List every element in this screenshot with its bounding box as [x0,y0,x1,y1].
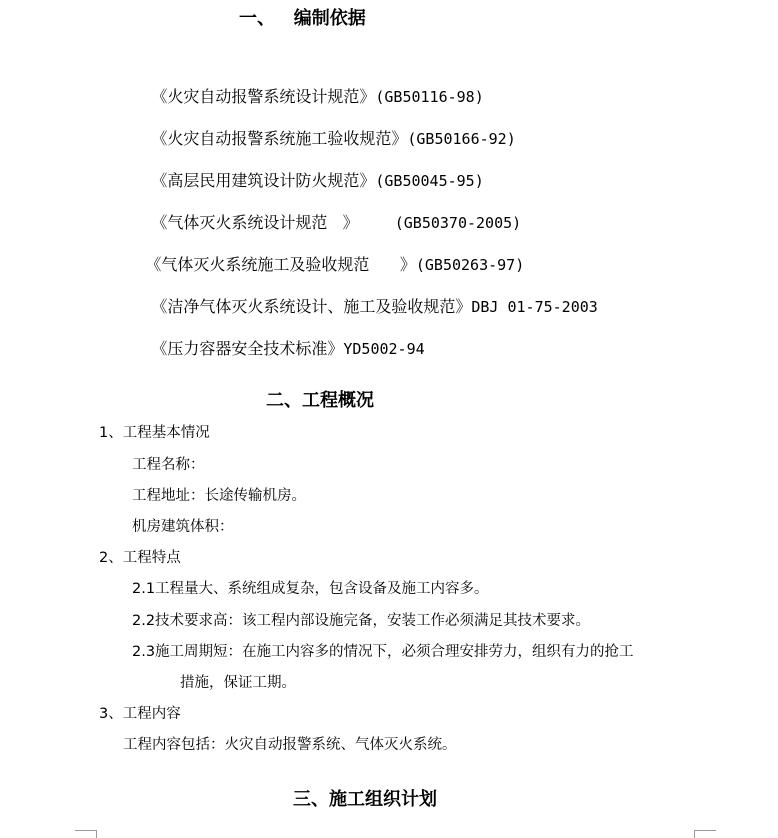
feature-point-3-line-1: 2.3施工周期短：在施工内容多的情况下，必须合理安排劳力，组织有力的抢工 [132,644,634,660]
reference-name: 《气体灭火系统施工及验收规范 》 [145,255,416,274]
reference-name: 《压力容器安全技术标准》 [151,339,344,358]
item-2-label: 2、工程特点 [99,550,181,566]
feature-point-3-line-2: 措施，保证工期。 [180,675,296,691]
reference-code: YD5002-94 [343,340,425,358]
building-volume-line: 机房建筑体积： [132,519,234,535]
reference-code: (GB50045-95) [375,172,484,190]
project-content-line: 工程内容包括：火灾自动报警系统、气体灭火系统。 [123,737,457,753]
reference-line-7 [131,316,425,382]
reference-code: (GB50370-2005) [358,214,522,232]
feature-point-1: 2.1工程量大、系统组成复杂，包含设备及施工内容多。 [132,581,489,597]
reference-name: 《火灾自动报警系统设计规范》 [151,87,376,106]
project-address-line: 工程地址：长途传输机房。 [132,488,306,504]
project-name-line: 工程名称： [132,457,205,473]
item-3-label: 3、工程内容 [99,706,181,722]
reference-name: 《气体灭火系统设计规范 》 [151,213,359,232]
section-1-heading: 一、 编制依据 [239,8,366,29]
item-1-label: 1、工程基本情况 [99,425,210,441]
reference-name: 《火灾自动报警系统施工验收规范》 [151,129,408,148]
reference-name: 《高层民用建筑设计防火规范》 [151,171,376,190]
reference-code: (GB50263-97) [415,256,525,274]
reference-name: 《洁净气体灭火系统设计、施工及验收规范》 [151,297,472,316]
feature-point-2: 2.2技术要求高：该工程内部设施完备，安装工作必须满足其技术要求。 [132,613,591,629]
reference-code: DBJ 01-75-2003 [471,298,598,316]
page-corner-mark-right [694,830,716,831]
section-2-heading: 二、工程概况 [266,390,374,411]
section-3-heading: 三、施工组织计划 [293,789,437,810]
reference-code: (GB50166-92) [407,130,516,148]
reference-code: (GB50116-98) [375,88,484,106]
page-corner-mark-left [75,830,97,831]
